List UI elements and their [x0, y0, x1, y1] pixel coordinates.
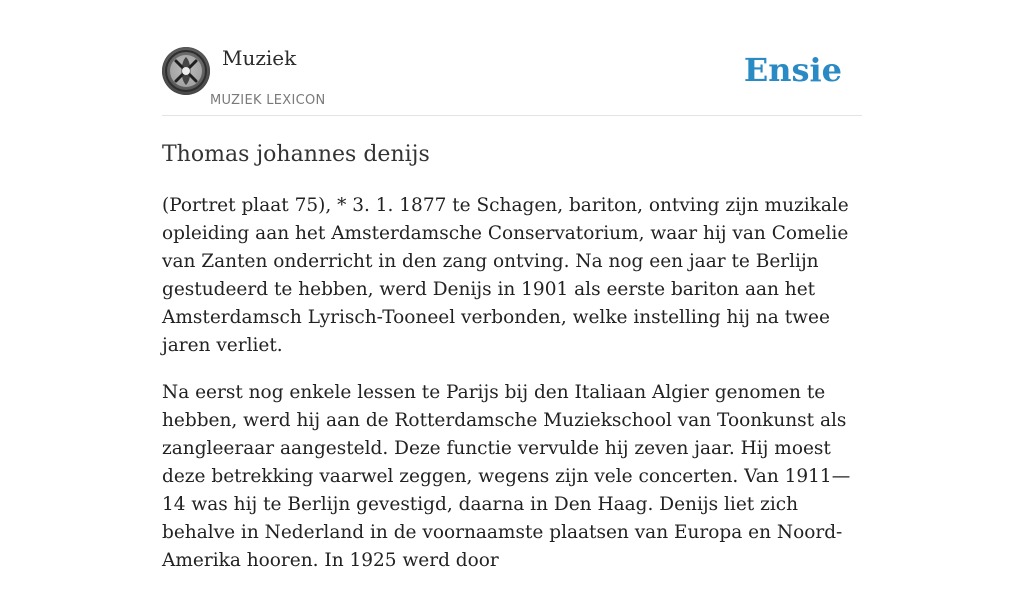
article-body [162, 192, 862, 594]
music-emblem-icon[interactable] [162, 47, 210, 95]
site-header [162, 0, 862, 116]
article-paragraph: Na eerst nog enkele lessen te Parijs bij den Italiaan Algier genomen te hebben, werd hij aan de Rotterdamsche Muziekschool van Toonkunst als zangleeraar aangesteld. Deze functie vervulde hij zeven jaar. Hij moest deze betrekking vaarwel zeggen, wegens zijn vele concerten. Van 1911—14 was hij te Berlijn gevestigd, daarna in Den Haag. Denijs liet zich behalve in Nederland in de voornaamste plaatsen van Europa en Noord-Amerika hooren. In 1925 werd door [162, 382, 851, 571]
site-name[interactable]: Muziek [222, 46, 297, 70]
site-subtitle: MUZIEK LEXICON [210, 93, 326, 108]
brand-logo[interactable]: Ensie [743, 51, 842, 89]
article-title: Thomas johannes denijs [162, 142, 430, 167]
content-container [162, 0, 862, 571]
article-paragraph: (Portret plaat 75), * 3. 1. 1877 te Schagen, bariton, ontving zijn muzikale opleiding aan het Amsterdamsche Conservatorium, waar hij van Comelie van Zanten onderricht in den zang ontving. Na nog een jaar te Berlijn gestudeerd te hebben, werd Denijs in 1901 als eerste bariton aan het Amsterdamsch Lyrisch-Tooneel verbonden, welke instelling hij na twee jaren verliet. [162, 195, 849, 356]
